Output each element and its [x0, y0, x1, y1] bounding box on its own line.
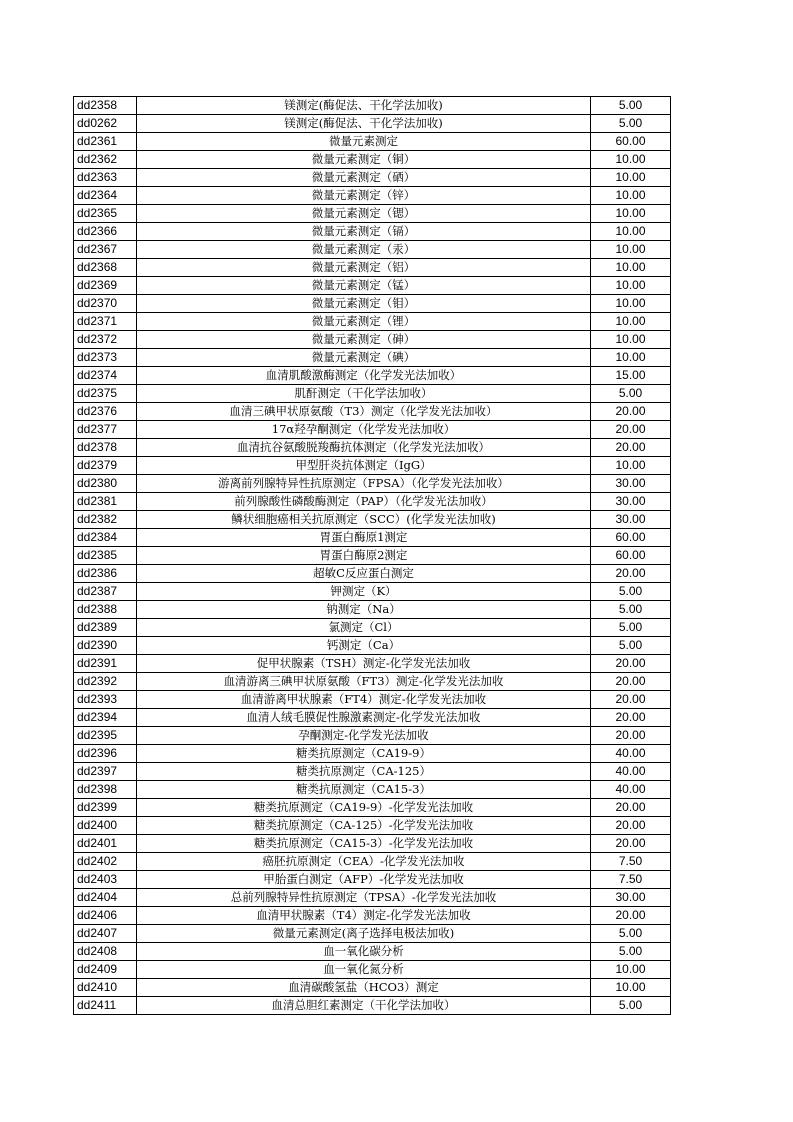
item-name-cell: 微量元素测定（钼） — [137, 295, 591, 313]
item-price-cell: 5.00 — [591, 637, 671, 655]
item-price-cell: 5.00 — [591, 583, 671, 601]
item-code-cell: dd2395 — [74, 727, 137, 745]
item-price-cell: 40.00 — [591, 781, 671, 799]
item-code-cell: dd2384 — [74, 529, 137, 547]
item-name-cell: 钙测定（Ca） — [137, 637, 591, 655]
item-code-cell: dd2393 — [74, 691, 137, 709]
item-price-cell: 10.00 — [591, 205, 671, 223]
item-name-cell: 促甲状腺素（TSH）测定-化学发光法加收 — [137, 655, 591, 673]
item-name-cell: 微量元素测定（砷） — [137, 331, 591, 349]
table-row — [74, 295, 671, 313]
item-price-cell: 20.00 — [591, 907, 671, 925]
table-row — [74, 403, 671, 421]
item-name-cell: 糖类抗原测定（CA15-3）-化学发光法加收 — [137, 835, 591, 853]
table-row — [74, 907, 671, 925]
item-code-cell: dd2399 — [74, 799, 137, 817]
item-price-cell: 10.00 — [591, 295, 671, 313]
item-code-cell: dd2396 — [74, 745, 137, 763]
item-price-cell: 20.00 — [591, 673, 671, 691]
table-row — [74, 727, 671, 745]
item-price-cell: 10.00 — [591, 331, 671, 349]
item-price-cell: 10.00 — [591, 277, 671, 295]
table-row — [74, 187, 671, 205]
item-name-cell: 糖类抗原测定（CA15-3） — [137, 781, 591, 799]
item-price-cell: 10.00 — [591, 259, 671, 277]
item-name-cell: 血一氧化氮分析 — [137, 961, 591, 979]
item-code-cell: dd2390 — [74, 637, 137, 655]
table-row — [74, 943, 671, 961]
item-name-cell: 超敏C反应蛋白测定 — [137, 565, 591, 583]
table-row — [74, 871, 671, 889]
item-name-cell: 糖类抗原测定（CA19-9）-化学发光法加收 — [137, 799, 591, 817]
item-name-cell: 氯测定（Cl） — [137, 619, 591, 637]
item-price-cell: 20.00 — [591, 835, 671, 853]
item-code-cell: dd2406 — [74, 907, 137, 925]
item-name-cell: 微量元素测定（锰） — [137, 277, 591, 295]
item-price-cell: 20.00 — [591, 691, 671, 709]
item-price-cell: 40.00 — [591, 763, 671, 781]
item-name-cell: 肌酐测定（干化学法加收） — [137, 385, 591, 403]
item-price-cell: 5.00 — [591, 97, 671, 115]
item-code-cell: dd2375 — [74, 385, 137, 403]
table-row — [74, 889, 671, 907]
item-name-cell: 血清三碘甲状原氨酸（T3）测定（化学发光法加收） — [137, 403, 591, 421]
item-name-cell: 鳞状细胞癌相关抗原测定（SCC）(化学发光法加收) — [137, 511, 591, 529]
table-row — [74, 349, 671, 367]
item-name-cell: 糖类抗原测定（CA-125）-化学发光法加收 — [137, 817, 591, 835]
table-row — [74, 169, 671, 187]
item-code-cell: dd2371 — [74, 313, 137, 331]
item-name-cell: 微量元素测定（镉） — [137, 223, 591, 241]
item-price-cell: 20.00 — [591, 727, 671, 745]
item-price-cell: 10.00 — [591, 241, 671, 259]
table-row — [74, 259, 671, 277]
item-price-cell: 7.50 — [591, 853, 671, 871]
table-row — [74, 583, 671, 601]
table-row — [74, 421, 671, 439]
table-row — [74, 511, 671, 529]
item-name-cell: 糖类抗原测定（CA-125） — [137, 763, 591, 781]
item-name-cell: 甲胎蛋白测定（AFP）-化学发光法加收 — [137, 871, 591, 889]
item-price-cell: 5.00 — [591, 619, 671, 637]
item-price-cell: 10.00 — [591, 187, 671, 205]
item-name-cell: 血清抗谷氨酸脱羧酶抗体测定（化学发光法加收） — [137, 439, 591, 457]
table-row — [74, 925, 671, 943]
item-price-cell: 10.00 — [591, 169, 671, 187]
table-row — [74, 853, 671, 871]
table-row — [74, 457, 671, 475]
item-price-cell: 60.00 — [591, 133, 671, 151]
item-price-cell: 7.50 — [591, 871, 671, 889]
item-code-cell: dd2392 — [74, 673, 137, 691]
item-name-cell: 钾测定（K） — [137, 583, 591, 601]
table-row — [74, 673, 671, 691]
item-code-cell: dd2374 — [74, 367, 137, 385]
item-name-cell: 血清肌酸激酶测定（化学发光法加收） — [137, 367, 591, 385]
table-row — [74, 619, 671, 637]
item-code-cell: dd2381 — [74, 493, 137, 511]
item-price-cell: 10.00 — [591, 313, 671, 331]
table-row — [74, 691, 671, 709]
table-row — [74, 655, 671, 673]
item-code-cell: dd2369 — [74, 277, 137, 295]
item-code-cell: dd2379 — [74, 457, 137, 475]
item-name-cell: 血清游离三碘甲状原氨酸（FT3）测定-化学发光法加收 — [137, 673, 591, 691]
item-name-cell: 甲型肝炎抗体测定（IgG） — [137, 457, 591, 475]
table-row — [74, 241, 671, 259]
item-price-cell: 10.00 — [591, 961, 671, 979]
table-row — [74, 835, 671, 853]
item-name-cell: 微量元素测定(离子选择电极法加收) — [137, 925, 591, 943]
table-row — [74, 115, 671, 133]
item-code-cell: dd2364 — [74, 187, 137, 205]
item-price-cell: 15.00 — [591, 367, 671, 385]
item-price-cell: 5.00 — [591, 601, 671, 619]
item-name-cell: 血清甲状腺素（T4）测定-化学发光法加收 — [137, 907, 591, 925]
item-code-cell: dd2380 — [74, 475, 137, 493]
item-code-cell: dd2401 — [74, 835, 137, 853]
item-code-cell: dd2398 — [74, 781, 137, 799]
item-price-cell: 10.00 — [591, 151, 671, 169]
item-code-cell: dd2388 — [74, 601, 137, 619]
item-price-cell: 5.00 — [591, 115, 671, 133]
item-name-cell: 血清游离甲状腺素（FT4）测定-化学发光法加收 — [137, 691, 591, 709]
table-row — [74, 385, 671, 403]
item-code-cell: dd2387 — [74, 583, 137, 601]
table-row — [74, 439, 671, 457]
item-name-cell: 胃蛋白酶原2测定 — [137, 547, 591, 565]
item-code-cell: dd2378 — [74, 439, 137, 457]
item-name-cell: 血一氧化碳分析 — [137, 943, 591, 961]
item-name-cell: 微量元素测定（碘） — [137, 349, 591, 367]
item-code-cell: dd2391 — [74, 655, 137, 673]
item-name-cell: 总前列腺特异性抗原测定（TPSA）-化学发光法加收 — [137, 889, 591, 907]
item-code-cell: dd2376 — [74, 403, 137, 421]
item-code-cell: dd2407 — [74, 925, 137, 943]
price-table — [73, 96, 671, 1015]
item-price-cell: 10.00 — [591, 223, 671, 241]
item-price-cell: 20.00 — [591, 565, 671, 583]
table-row — [74, 205, 671, 223]
table-row — [74, 529, 671, 547]
table-row — [74, 745, 671, 763]
item-price-cell: 30.00 — [591, 511, 671, 529]
item-name-cell: 微量元素测定（锶） — [137, 205, 591, 223]
item-name-cell: 17α羟孕酮测定（化学发光法加收） — [137, 421, 591, 439]
item-code-cell: dd2386 — [74, 565, 137, 583]
item-name-cell: 镁测定(酶促法、干化学法加收) — [137, 97, 591, 115]
item-name-cell: 微量元素测定（铝） — [137, 259, 591, 277]
item-price-cell: 10.00 — [591, 979, 671, 997]
item-code-cell: dd2404 — [74, 889, 137, 907]
item-name-cell: 微量元素测定（锂） — [137, 313, 591, 331]
item-price-cell: 10.00 — [591, 457, 671, 475]
item-name-cell: 癌胚抗原测定（CEA）-化学发光法加收 — [137, 853, 591, 871]
item-code-cell: dd2411 — [74, 997, 137, 1015]
item-price-cell: 5.00 — [591, 925, 671, 943]
table-row — [74, 223, 671, 241]
item-price-cell: 20.00 — [591, 799, 671, 817]
item-name-cell: 微量元素测定（铜） — [137, 151, 591, 169]
item-name-cell: 微量元素测定 — [137, 133, 591, 151]
item-name-cell: 微量元素测定（硒） — [137, 169, 591, 187]
table-row — [74, 493, 671, 511]
table-row — [74, 979, 671, 997]
item-name-cell: 微量元素测定（汞） — [137, 241, 591, 259]
table-row — [74, 133, 671, 151]
item-code-cell: dd2377 — [74, 421, 137, 439]
item-name-cell: 镁测定(酶促法、干化学法加收) — [137, 115, 591, 133]
item-code-cell: dd2365 — [74, 205, 137, 223]
item-code-cell: dd2385 — [74, 547, 137, 565]
table-row — [74, 637, 671, 655]
table-row — [74, 961, 671, 979]
item-code-cell: dd2408 — [74, 943, 137, 961]
table-row — [74, 277, 671, 295]
table-row — [74, 763, 671, 781]
item-price-cell: 20.00 — [591, 421, 671, 439]
item-code-cell: dd2367 — [74, 241, 137, 259]
table-body — [74, 97, 671, 1015]
item-price-cell: 60.00 — [591, 529, 671, 547]
item-name-cell: 微量元素测定（锌） — [137, 187, 591, 205]
table-row — [74, 331, 671, 349]
item-code-cell: dd2362 — [74, 151, 137, 169]
item-code-cell: dd2394 — [74, 709, 137, 727]
item-price-cell: 5.00 — [591, 997, 671, 1015]
item-price-cell: 40.00 — [591, 745, 671, 763]
table-row — [74, 151, 671, 169]
item-code-cell: dd2368 — [74, 259, 137, 277]
item-code-cell: dd2402 — [74, 853, 137, 871]
item-price-cell: 5.00 — [591, 943, 671, 961]
item-price-cell: 20.00 — [591, 655, 671, 673]
item-code-cell: dd2361 — [74, 133, 137, 151]
item-name-cell: 血清碳酸氢盐（HCO3）测定 — [137, 979, 591, 997]
item-price-cell: 20.00 — [591, 709, 671, 727]
item-code-cell: dd2363 — [74, 169, 137, 187]
item-name-cell: 血清总胆红素测定（干化学法加收） — [137, 997, 591, 1015]
item-code-cell: dd2389 — [74, 619, 137, 637]
item-code-cell: dd2397 — [74, 763, 137, 781]
item-code-cell: dd2373 — [74, 349, 137, 367]
item-price-cell: 60.00 — [591, 547, 671, 565]
item-name-cell: 钠测定（Na） — [137, 601, 591, 619]
table-row — [74, 367, 671, 385]
item-code-cell: dd2358 — [74, 97, 137, 115]
item-code-cell: dd2403 — [74, 871, 137, 889]
item-price-cell: 20.00 — [591, 817, 671, 835]
table-row — [74, 313, 671, 331]
item-name-cell: 糖类抗原测定（CA19-9） — [137, 745, 591, 763]
table-row — [74, 817, 671, 835]
table-row — [74, 781, 671, 799]
item-name-cell: 前列腺酸性磷酸酶测定（PAP）（化学发光法加收） — [137, 493, 591, 511]
item-code-cell: dd2382 — [74, 511, 137, 529]
table-row — [74, 997, 671, 1015]
item-code-cell: dd2409 — [74, 961, 137, 979]
table-row — [74, 97, 671, 115]
item-code-cell: dd2400 — [74, 817, 137, 835]
item-price-cell: 5.00 — [591, 385, 671, 403]
table-row — [74, 565, 671, 583]
item-name-cell: 胃蛋白酶原1测定 — [137, 529, 591, 547]
item-name-cell: 孕酮测定-化学发光法加收 — [137, 727, 591, 745]
table-row — [74, 709, 671, 727]
table-row — [74, 475, 671, 493]
item-name-cell: 血清人绒毛膜促性腺激素测定-化学发光法加收 — [137, 709, 591, 727]
item-code-cell: dd0262 — [74, 115, 137, 133]
table-row — [74, 547, 671, 565]
item-price-cell: 10.00 — [591, 349, 671, 367]
table-row — [74, 601, 671, 619]
item-price-cell: 30.00 — [591, 889, 671, 907]
table-row — [74, 799, 671, 817]
item-code-cell: dd2410 — [74, 979, 137, 997]
item-code-cell: dd2372 — [74, 331, 137, 349]
item-price-cell: 20.00 — [591, 439, 671, 457]
item-price-cell: 30.00 — [591, 493, 671, 511]
item-price-cell: 20.00 — [591, 403, 671, 421]
item-name-cell: 游离前列腺特异性抗原测定（FPSA）（化学发光法加收） — [137, 475, 591, 493]
item-code-cell: dd2370 — [74, 295, 137, 313]
item-price-cell: 30.00 — [591, 475, 671, 493]
item-code-cell: dd2366 — [74, 223, 137, 241]
